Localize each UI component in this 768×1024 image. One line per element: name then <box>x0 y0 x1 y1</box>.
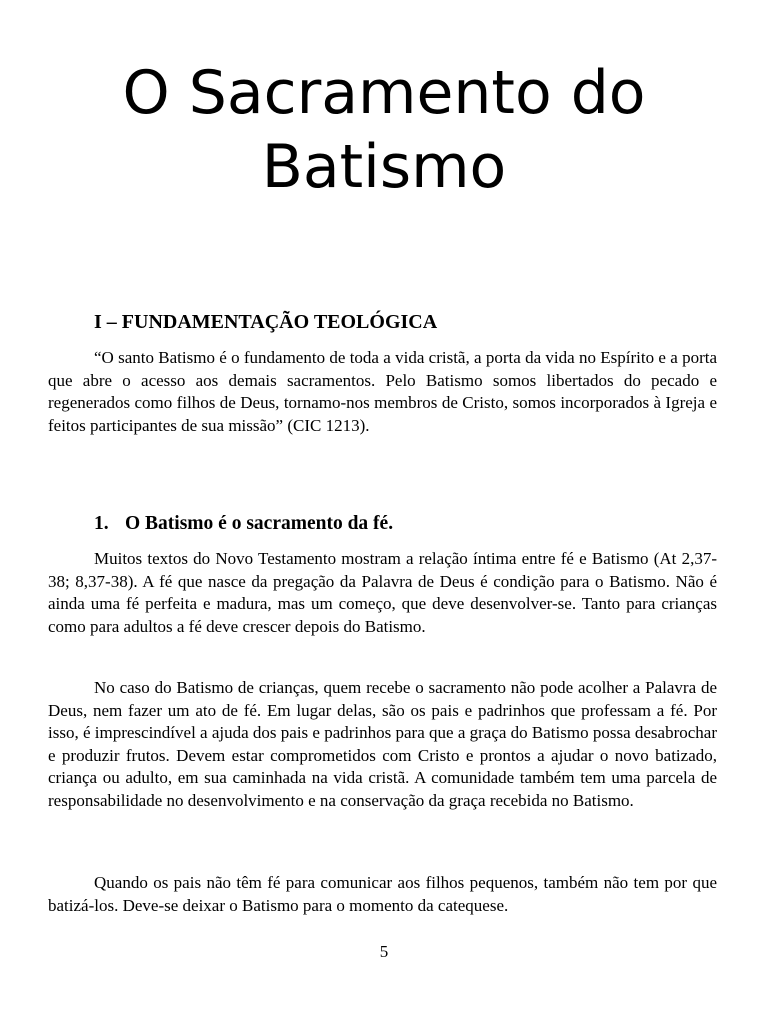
paragraph-infant-baptism: No caso do Batismo de crianças, quem recebe o sacramento não pode acolher a Palavra de Deus, nem fazer um ato de fé. Em lugar delas, são os pais e padrinhos que professam a fé. Por isso, é imprescindível a ajuda dos pais e padrinhos para que a graça do Batismo possa desabrochar e produzir frutos. Devem estar comprometidos com Cristo e prontos a ajudar o novo batizado, criança ou adulto, em sua caminhada na vida cristã. A comunidade também tem uma parcela de responsabilidade no desenvolvimento e na conservação da graça recebida no Batismo. <box>48 678 717 810</box>
page-number: 5 <box>379 942 389 961</box>
subsection-number: 1. <box>94 513 109 534</box>
subsection-title: O Batismo é o sacramento da fé. <box>125 513 394 534</box>
subsection-heading <box>94 511 393 537</box>
paragraph-parents-without-faith: Quando os pais não têm fé para comunicar aos filhos pequenos, também não tem por que batizá-los. Deve-se deixar o Batismo para o momento da catequese. <box>48 873 717 915</box>
section-heading: I – FUNDAMENTAÇÃO TEOLÓGICA <box>94 311 438 333</box>
paragraph-faith-relation: Muitos textos do Novo Testamento mostram a relação íntima entre fé e Batismo (At 2,37-38; 8,37-38). A fé que nasce da pregação da Palavra de Deus é condição para o Batismo. Não é ainda uma fé perfeita e madura, mas um começo, que deve desenvolver-se. Tanto para crianças como para adultos a fé deve crescer depois do Batismo. <box>48 549 717 636</box>
document-title: O Sacramento do Batismo <box>122 58 646 202</box>
paragraph-quote: “O santo Batismo é o fundamento de toda a vida cristã, a porta da vida no Espírito e a porta que abre o acesso aos demais sacramentos. Pelo Batismo somos libertados do pecado e regenerados como filhos de Deus, tornamo-nos membros de Cristo, somos incorporados à Igreja e feitos participantes de sua missão” (CIC 1213). <box>48 348 717 435</box>
